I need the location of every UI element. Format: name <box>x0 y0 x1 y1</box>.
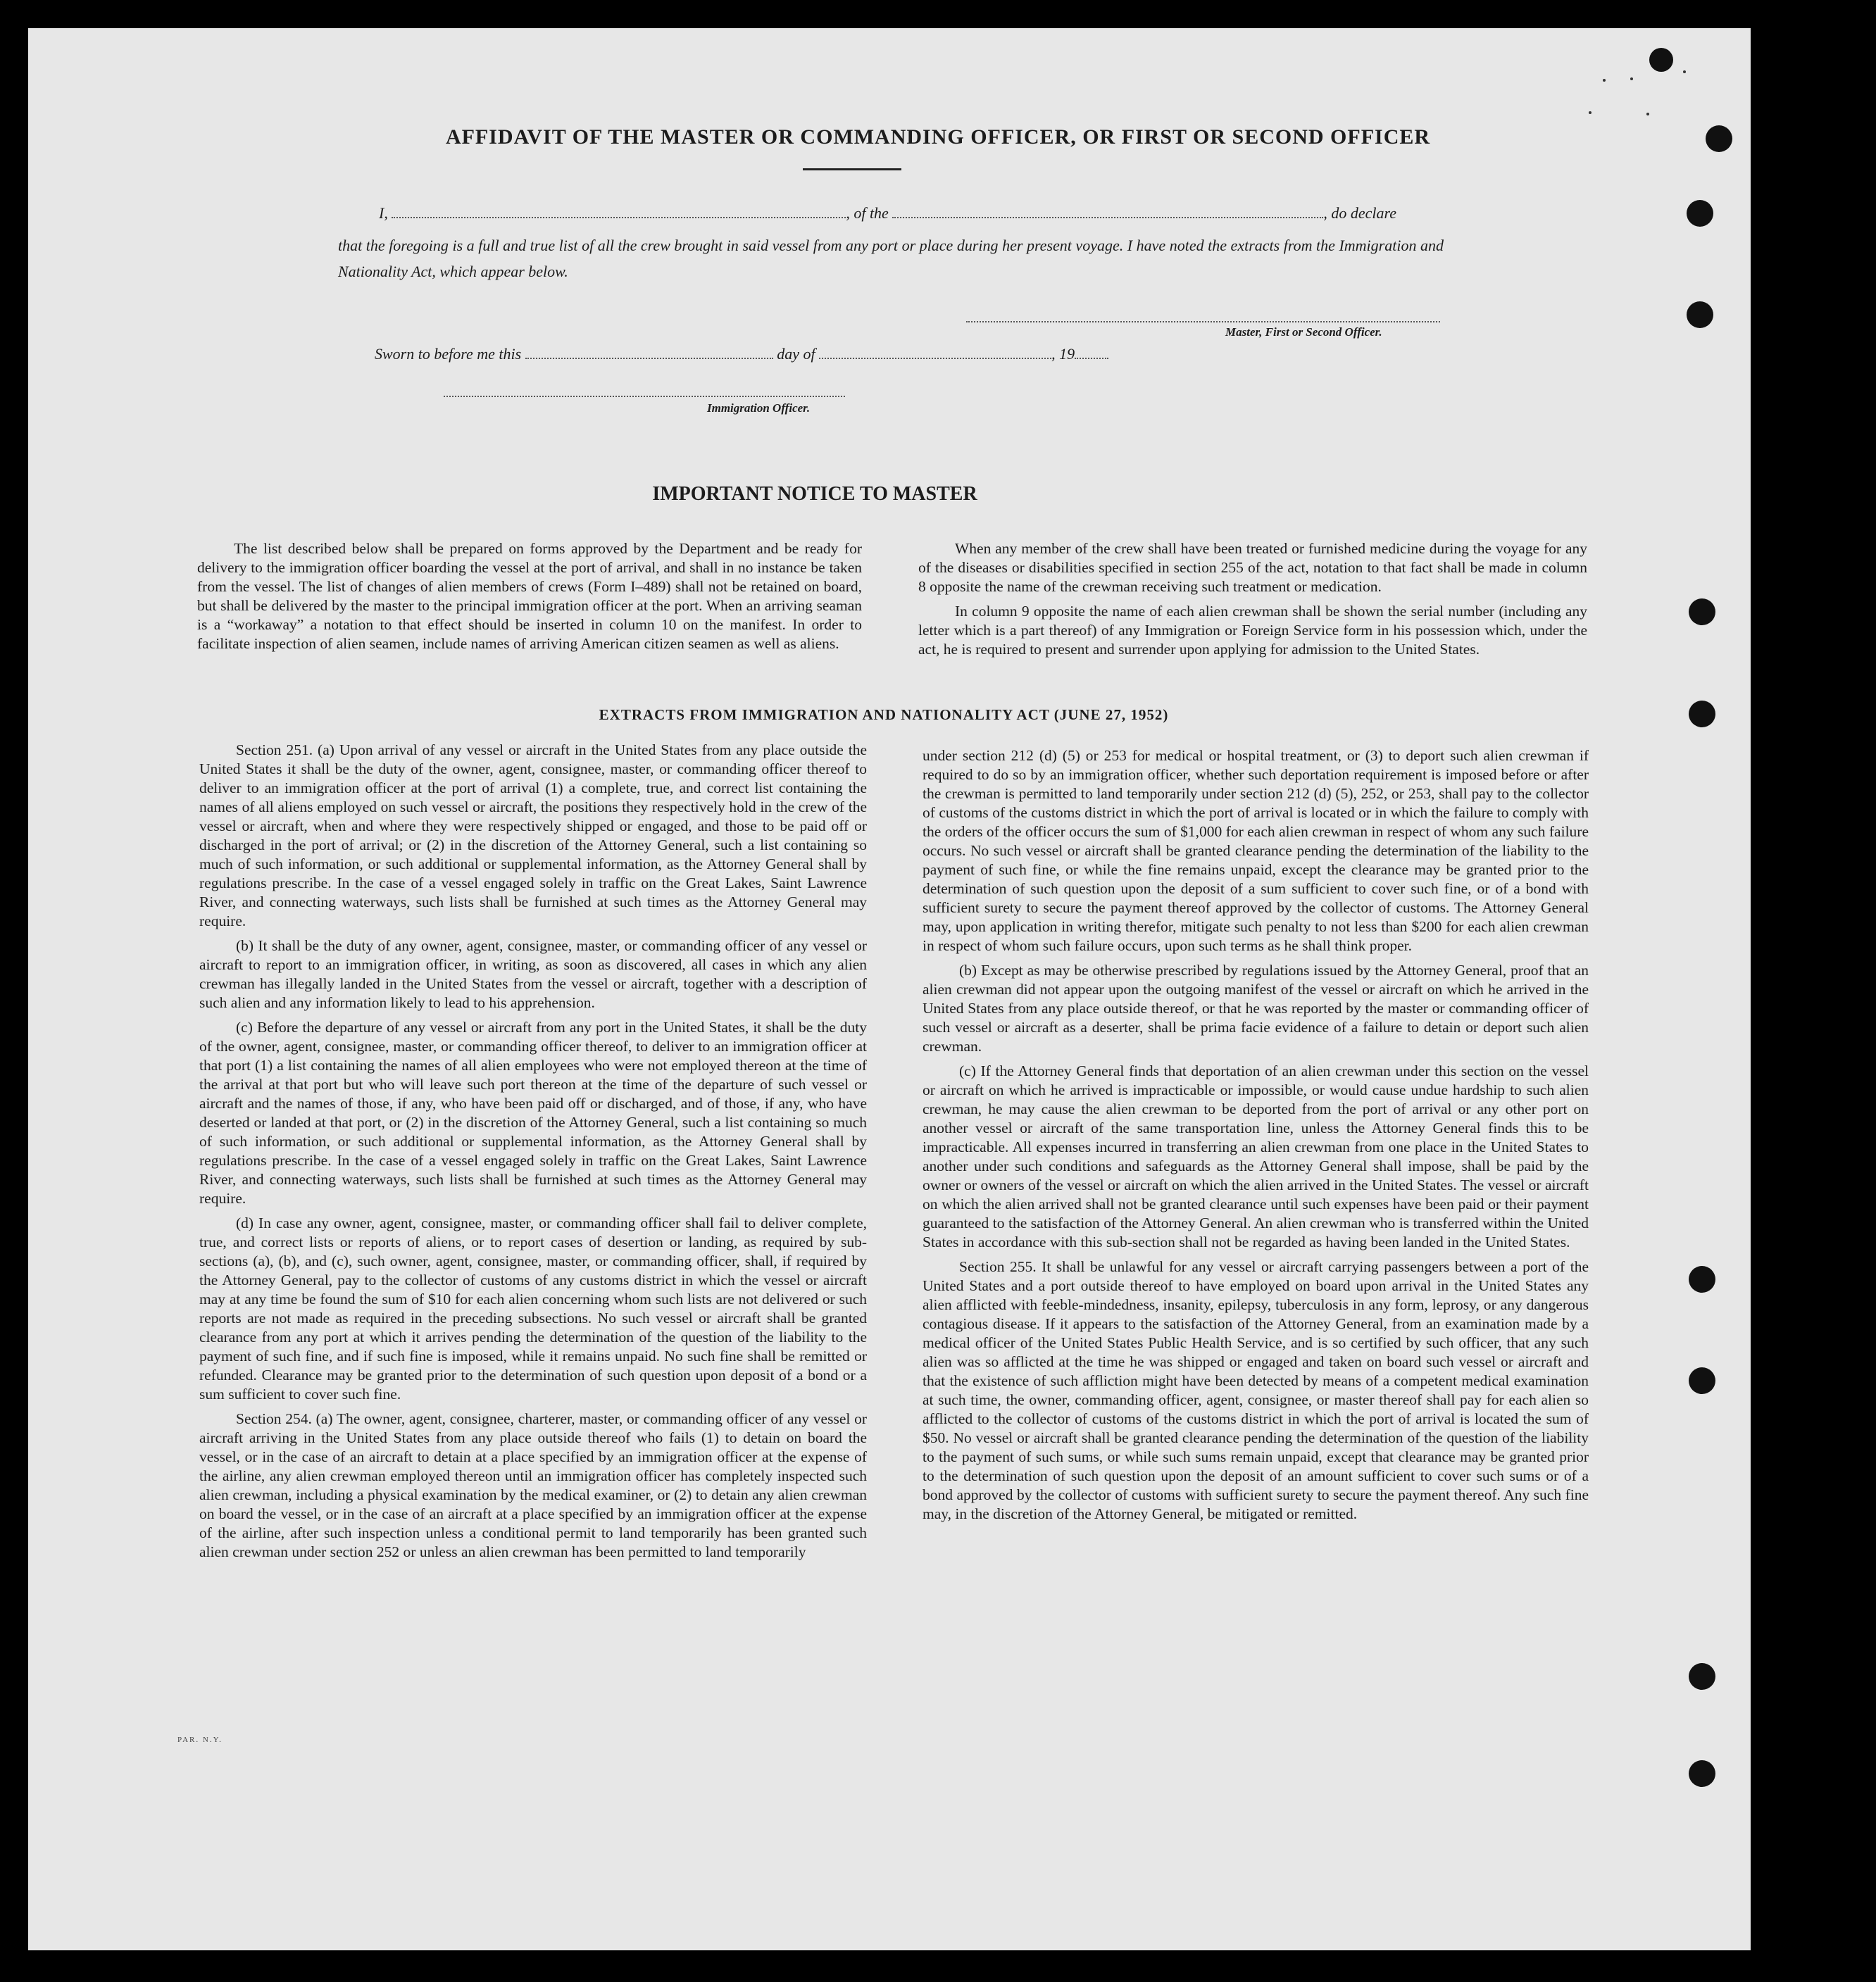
master-signature-line[interactable] <box>966 321 1440 322</box>
day-of-label: day of <box>777 345 815 363</box>
do-declare-label: , do declare <box>1323 204 1396 222</box>
section-254a: Section 254. (a) The owner, agent, consignee, charterer, master, or commanding officer of any vessel or aircraft arriving in the United States from any place outside thereof who fails (1) to detain on board the vessel, or in the case of an aircraft to detain at a place specified by an immigration officer at the expense of the airline, any alien crewman employed thereon until an immigration officer has completely inspected such alien crewman, including a physical examination by the medical examiner, or (2) to detain any alien crewman on board the vessel, or in the case of an aircraft at a place specified by an immigration officer at the expense of the airline, after such inspection unless a conditional permit to land temporarily has been granted such alien crewman under section 252 or unless an alien crewman has been permitted to land temporarily <box>199 1410 867 1560</box>
printer-mark: PAR. N.Y. <box>177 1736 223 1744</box>
notice-paragraph: In column 9 opposite the name of each alien crewman shall be shown the serial number (including any letter which is a part thereof) of any Immigration or Foreign Service form in his possession which, under the act, he is required to present and surrender upon applying for admission to the United States. <box>918 603 1587 658</box>
dust-speck <box>1646 113 1649 115</box>
notice-title: IMPORTANT NOTICE TO MASTER <box>652 483 977 505</box>
notice-left-column <box>197 539 862 659</box>
section-254b: (b) Except as may be otherwise prescribed by regulations issued by the Attorney General, proof that an alien crewman did not appear upon the outgoing manifest of the vessel or aircraft on which he arrived in the United States from any place outside thereof, or that he was reported by the master or commanding officer of such vessel or aircraft as a deserter, shall be prima facie evidence of a failure to detain or deport such alien crewman. <box>923 962 1589 1055</box>
dust-speck <box>1630 77 1633 80</box>
officer-signature-line[interactable] <box>444 396 845 397</box>
punch-hole <box>1689 1663 1715 1690</box>
vessel-blank[interactable] <box>892 207 1323 218</box>
declaration-text: that the foregoing is a full and true list of all the crew brought in said vessel from any port or place during her present voyage. I have noted the extracts from the Immigration and Nationality Act, which appear below. <box>338 237 1444 280</box>
extracts-title: EXTRACTS FROM IMMIGRATION AND NATIONALITY ACT (JUNE 27, 1952) <box>599 706 1169 723</box>
section-251d: (d) In case any owner, agent, consignee, master, or commanding officer shall fail to deliver complete, true, and correct lists or reports of aliens, or to report cases of desertion or landing, as required by sub-sections (a), (b), and (c), such owner, agent, consignee, master, or commanding officer, shall, if required by the Attorney General, pay to the collector of customs of any customs district in which the vessel or aircraft may at any time be found the sum of $10 for each alien concerning whom such lists are not delivered or such reports are not made as required in the preceding subsections. No such vessel or aircraft shall be granted clearance from any port at which it arrives pending the determination of the question of the liability to the payment of such fine, and if such fine is imposed, while it remains unpaid. No such fine shall be remitted or refunded. Clearance may be granted prior to the determination of such question upon deposit of a bond or a sum sufficient to cover such fine. <box>199 1215 867 1403</box>
notice-paragraph: The list described below shall be prepared on forms approved by the Department and be ready for delivery to the immigration officer boarding the vessel at the port of arrival, and shall in no instance be taken from the vessel. The list of changes of alien members of crews (Form I–489) shall not be retained on board, but shall be delivered by the master to the principal immigration officer at the port. When an arriving seaman is a “workaway” a notation to that effect should be inserted in column 10 on the manifest. In order to facilitate inspection of alien seamen, include names of arriving American citizen seamen as well as aliens. <box>197 540 862 652</box>
dust-speck <box>1589 111 1592 114</box>
punch-hole <box>1689 1367 1715 1394</box>
sworn-prefix: Sworn to before me this <box>375 345 522 363</box>
notice-right-column <box>918 539 1587 665</box>
month-blank[interactable] <box>819 348 1051 359</box>
punch-hole <box>1689 1266 1715 1293</box>
punch-hole <box>1687 301 1713 328</box>
section-251b: (b) It shall be the duty of any owner, agent, consignee, master, or commanding officer of any vessel or aircraft to report to an immigration officer, in writing, as soon as discovered, all cases in which any alien crewman has illegally landed in the United States from the vessel or aircraft, together with a description of such alien and any information likely to lead to his apprehension. <box>199 937 867 1011</box>
extracts-right-column <box>923 746 1589 1529</box>
officer-caption: Immigration Officer. <box>707 401 811 415</box>
section-251a: Section 251. (a) Upon arrival of any vessel or aircraft in the United States from any place outside the United States it shall be the duty of the owner, agent, consignee, master, or commanding officer thereof to deliver to an immigration officer at the port of arrival (1) a complete, true, and correct list containing the names of all aliens employed on such vessel or aircraft, the positions they respectively hold in the crew of the vessel or aircraft, when and where they were respectively shipped or engaged, and those to be paid off or discharged in the port of arrival; or (2) in the discretion of the Attorney General, such a list containing so much of such information, or such additional or supplemental information, as the Attorney General shall by regulations prescribe. In the case of a vessel engaged solely in traffic on the Great Lakes, Saint Lawrence River, and connecting waterways, such lists shall be furnished at such times as the Attorney General may require. <box>199 741 867 929</box>
punch-hole <box>1706 125 1732 152</box>
master-caption: Master, First or Second Officer. <box>1225 325 1382 339</box>
affidavit-line-1 <box>379 204 1442 222</box>
section-255: Section 255. It shall be unlawful for any vessel or aircraft carrying passengers between a port of the United States and a port outside thereof to have employed on board upon arrival in the United States any alien afflicted with feeble-mindedness, insanity, epilepsy, tuberculosis in any form, leprosy, or any dangerous contagious disease. If it appears to the satisfaction of the Attorney General, from an examination made by a medical officer of the United States Public Health Service, and is so certified by such officer, that any such alien was so afflicted at the time he was shipped or engaged and taken on board such vessel or aircraft and that the existence of such affliction might have been detected by means of a competent medical examination at such time, the owner, commanding officer, agent, consignee, or master thereof shall pay for each alien so afflicted to the collector of customs of the customs district in which the port of arrival is located the sum of $50. No vessel or aircraft shall be granted clearance pending the determination of the question of the liability to the payment of such sums, or while such sums remain unpaid, except that clearance may be granted prior to the determination of such question upon the deposit of an amount sufficient to cover such sums or of a bond approved by the collector of customs with sufficient surety to secure the payment thereof. Any such fine may, in the discretion of the Attorney General, be mitigated or remitted. <box>923 1258 1589 1522</box>
extracts-left-column <box>199 741 867 1567</box>
name-blank[interactable] <box>392 207 846 218</box>
day-blank[interactable] <box>525 348 773 359</box>
punch-hole <box>1689 701 1715 727</box>
notice-paragraph: When any member of the crew shall have been treated or furnished medicine during the voyage for any of the diseases or disabilities specified in section 255 of the act, notation to that fact shall be made in column 8 opposite the name of the crewman receiving such treatment or medication. <box>918 540 1587 595</box>
section-254a-continued: under section 212 (d) (5) or 253 for medical or hospital treatment, or (3) to deport such alien crewman if required to do so by an immigration officer, whether such deportation requirement is imposed before or after the crewman is permitted to land temporarily under section 212 (d) (5), 252, or 253, shall pay to the collector of customs of the customs district in which the port of arrival is located or in which the failure to comply with the orders of the officer occurs the sum of $1,000 for each alien crewman in respect of whom any such failure occurs. No such vessel or aircraft shall be granted clearance pending the determination of the liability to the payment of such fine, or while the fine remains unpaid, except the clearance may be granted prior to the determination of such question upon the deposit of a sum sufficient to cover such fine, or of a bond with sufficient surety to secure the payment thereof approved by the collector of customs. The Attorney General may, upon application in writing therefor, mitigate such penalty to not less than $200 for each alien crewman in respect of whom such failure occurs, upon such terms as he shall think proper. <box>923 747 1589 954</box>
title-rule <box>803 168 901 170</box>
punch-hole <box>1687 200 1713 227</box>
dust-speck <box>1683 70 1686 73</box>
section-251c: (c) Before the departure of any vessel or aircraft from any port in the United States, it shall be the duty of the owner, agent, consignee, master, or commanding officer thereof, to deliver to an immigration officer at that port (1) a list containing the names of all alien employees who were not employed thereon at the time of the arrival at that port but who will leave such port thereon at the time of the departure of such vessel or aircraft and the names of those, if any, who have been paid off or discharged, and of those, if any, who have deserted or landed at that port, or (2) in the discretion of the Attorney General, such a list containing so much of such information, or such additional or supplemental information, as the Attorney General shall by regulations prescribe. In the case of a vessel engaged solely in traffic on the Great Lakes, Saint Lawrence River, and connecting waterways, such lists shall be furnished at such times as the Attorney General may require. <box>199 1019 867 1207</box>
year-label: , 19 <box>1051 345 1075 363</box>
dust-speck <box>1603 79 1606 82</box>
affidavit-title: AFFIDAVIT OF THE MASTER OR COMMANDING OFFICER, OR FIRST OR SECOND OFFICER <box>445 125 1431 149</box>
sworn-line <box>375 345 1108 363</box>
punch-hole <box>1649 48 1673 72</box>
punch-hole <box>1689 598 1715 625</box>
i-label: I, <box>379 204 388 222</box>
of-the-label: , of the <box>846 204 889 222</box>
year-blank[interactable] <box>1075 348 1108 359</box>
punch-hole <box>1689 1760 1715 1787</box>
section-254c: (c) If the Attorney General finds that deportation of an alien crewman under this section on the vessel or aircraft on which he arrived is impracticable or impossible, or would cause undue hardship to such alien crewman, he may cause the alien crewman to be deported from the port of arrival or any other port on another vessel or aircraft of the same transportation line, unless the Attorney General finds this to be impracticable. All expenses incurred in transferring an alien crewman from one place in the United States to another under such conditions and safeguards as the Attorney General shall impose, shall be paid by the owner or owners of the vessel or aircraft on which the alien arrived in the United States. The vessel or aircraft on which the alien arrived shall not be granted clearance until such expenses have been paid or their payment guaranteed to the satisfaction of the Attorney General. An alien crewman who is transferred within the United States in accordance with this sub-section shall not be regarded as having been landed in the United States. <box>923 1062 1589 1250</box>
